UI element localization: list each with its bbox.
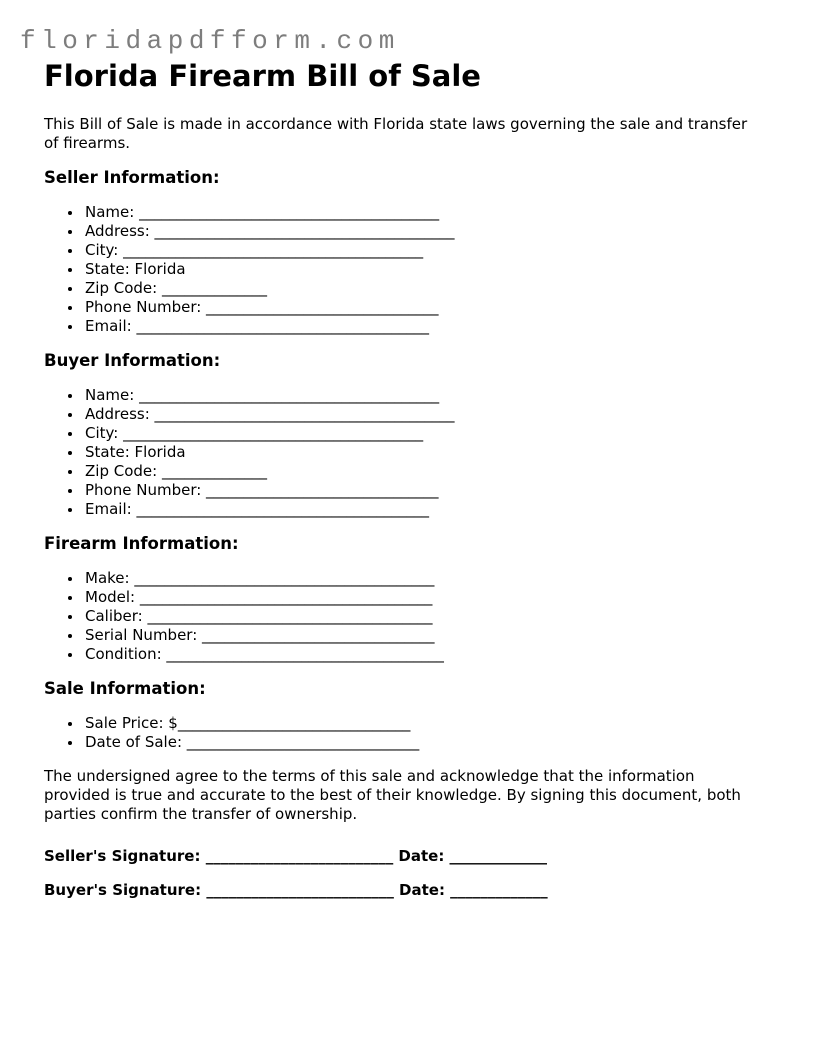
field-seller-name: Name: ________________________________________: [85, 203, 765, 222]
field-seller-address: Address: ________________________________________: [85, 222, 765, 241]
firearm-info-list: [44, 569, 765, 664]
section-heading-sale: Sale Information:: [44, 679, 206, 698]
page-title: Florida Firearm Bill of Sale: [44, 59, 481, 93]
intro-paragraph: This Bill of Sale is made in accordance with Florida state laws governing the sale and transfer of firearms.: [44, 115, 748, 152]
sale-info-list: [44, 714, 765, 752]
agreement-paragraph: The undersigned agree to the terms of this sale and acknowledge that the information provided is true and accurate to the best of their knowledge. By signing this document, both parties confirm the transfer of ownership.: [44, 767, 741, 823]
seller-info-list: [44, 203, 765, 336]
field-buyer-zip-code: Zip Code: ______________: [85, 462, 765, 481]
field-seller-city: City: ________________________________________: [85, 241, 765, 260]
section-heading-firearm: Firearm Information:: [44, 534, 239, 553]
field-seller-state: State: Florida: [85, 260, 765, 279]
site-logo: floridapdfform.com: [20, 26, 400, 56]
field-buyer-email: Email: _______________________________________: [85, 500, 765, 519]
field-buyer-state: State: Florida: [85, 443, 765, 462]
field-date-of-sale: Date of Sale: _______________________________: [85, 733, 765, 752]
field-sale-price: Sale Price: $_______________________________: [85, 714, 765, 733]
field-firearm-make: Make: ________________________________________: [85, 569, 765, 588]
field-firearm-serial-number: Serial Number: _______________________________: [85, 626, 765, 645]
field-buyer-name: Name: ________________________________________: [85, 386, 765, 405]
seller-signature-row: Seller's Signature: _________________________ Date: _____________: [44, 847, 548, 865]
field-seller-zip-code: Zip Code: ______________: [85, 279, 765, 298]
field-buyer-address: Address: ________________________________________: [85, 405, 765, 424]
field-buyer-city: City: ________________________________________: [85, 424, 765, 443]
field-seller-phone-number: Phone Number: _______________________________: [85, 298, 765, 317]
buyer-signature-row: Buyer's Signature: _________________________ Date: _____________: [44, 881, 548, 899]
field-firearm-condition: Condition: _____________________________________: [85, 645, 765, 664]
field-buyer-phone-number: Phone Number: _______________________________: [85, 481, 765, 500]
field-firearm-model: Model: _______________________________________: [85, 588, 765, 607]
section-heading-seller: Seller Information:: [44, 168, 220, 187]
buyer-info-list: [44, 386, 765, 519]
field-seller-email: Email: _______________________________________: [85, 317, 765, 336]
section-heading-buyer: Buyer Information:: [44, 351, 221, 370]
field-firearm-caliber: Caliber: ______________________________________: [85, 607, 765, 626]
